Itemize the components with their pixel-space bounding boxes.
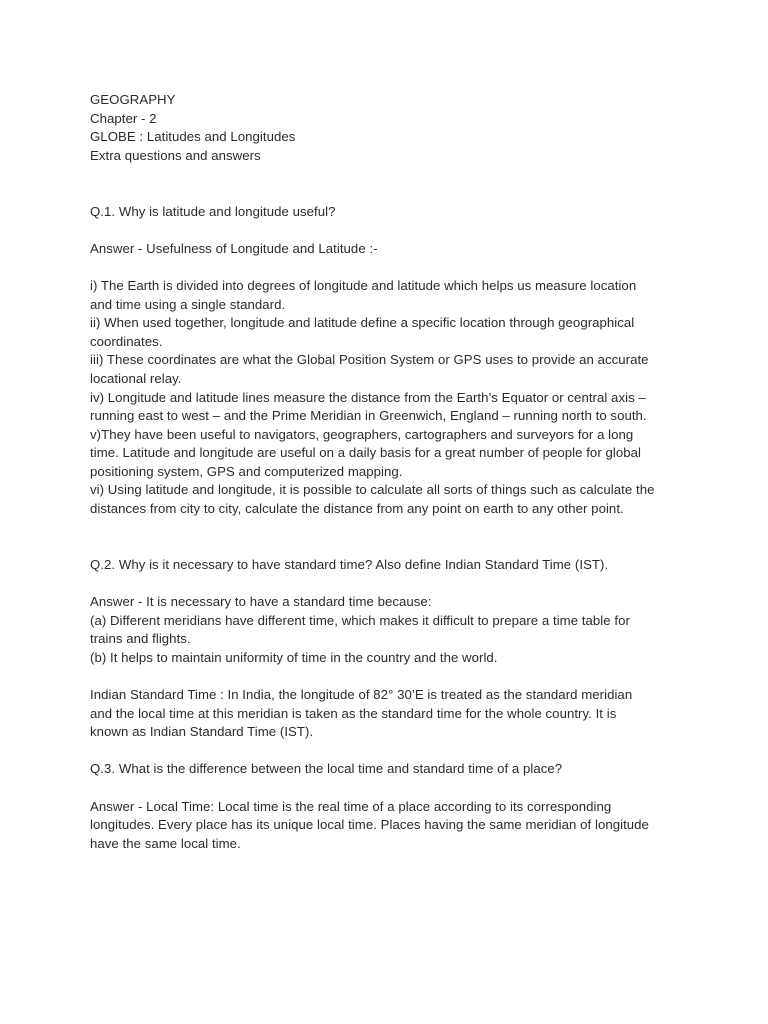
ist-definition [90,686,690,742]
document-header [90,91,690,165]
point-line: i) The Earth is divided into degrees of longitude and latitude which helps us measure location [90,277,637,293]
subject-heading: GEOGRAPHY [90,92,176,107]
document-page [90,91,690,853]
definition-line: Indian Standard Time : In India, the longitude of 82° 30’E is treated as the standard meridian [90,687,633,702]
point-line: locational relay. [90,370,182,386]
answer-line: have the same local time. [90,835,241,851]
answer-3 [90,798,690,854]
point-line: coordinates. [90,333,163,349]
answer-2-intro: Answer - It is necessary to have a standard time because: [90,594,432,610]
chapter-title: GLOBE : Latitudes and Longitudes [90,129,296,145]
answer-1-point [90,426,690,482]
answer-line: Answer - Local Time: Local time is the real time of a place according to its corresponding [90,798,612,814]
question-1: Q.1. Why is latitude and longitude useful? [90,203,336,219]
point-line: time. Latitude and longitude are useful on a daily basis for a great number of people for global [90,445,641,461]
answer-2-point [90,612,690,649]
point-line: iii) These coordinates are what the Global Position System or GPS uses to provide an accurate [90,352,649,368]
answer-1-intro: Answer - Usefulness of Longitude and Latitude :- [90,240,378,256]
point-line: iv) Longitude and latitude lines measure the distance from the Earth’s Equator or central axis – [90,389,646,405]
answer-2-point [90,649,690,668]
answer-1-point [90,277,690,314]
answer-2-points [90,612,690,668]
chapter-heading: Chapter - 2 [90,110,157,126]
definition-line: and the local time at this meridian is taken as the standard time for the whole country. It is [90,705,617,721]
question-block-3 [90,760,690,853]
point-line: trains and flights. [90,631,191,647]
question-2: Q.2. Why is it necessary to have standard time? Also define Indian Standard Time (IST). [90,556,609,572]
point-line: (b) It helps to maintain uniformity of time in the country and the world. [90,649,498,665]
point-line: v)They have been useful to navigators, geographers, cartographers and surveyors for a long [90,426,634,442]
answer-line: longitudes. Every place has its unique local time. Places having the same meridian of longitude [90,817,649,833]
question-block-2 [90,556,690,742]
chapter-subtitle: Extra questions and answers [90,147,261,163]
point-line: vi) Using latitude and longitude, it is possible to calculate all sorts of things such as calculate the [90,482,655,498]
question-block-1 [90,203,690,519]
answer-1-point [90,481,690,518]
definition-line: known as Indian Standard Time (IST). [90,724,314,740]
point-line: positioning system, GPS and computerized mapping. [90,463,403,479]
point-line: ii) When used together, longitude and latitude define a specific location through geographical [90,315,635,331]
answer-1-point [90,351,690,388]
answer-1-point [90,389,690,426]
point-line: and time using a single standard. [90,296,286,312]
answer-1-points [90,277,690,519]
question-3: Q.3. What is the difference between the local time and standard time of a place? [90,761,563,777]
answer-1-point [90,314,690,351]
point-line: distances from city to city, calculate the distance from any point on earth to any other point. [90,501,624,517]
point-line: (a) Different meridians have different time, which makes it difficult to prepare a time table for [90,612,630,628]
point-line: running east to west – and the Prime Meridian in Greenwich, England – running north to south. [90,408,647,424]
